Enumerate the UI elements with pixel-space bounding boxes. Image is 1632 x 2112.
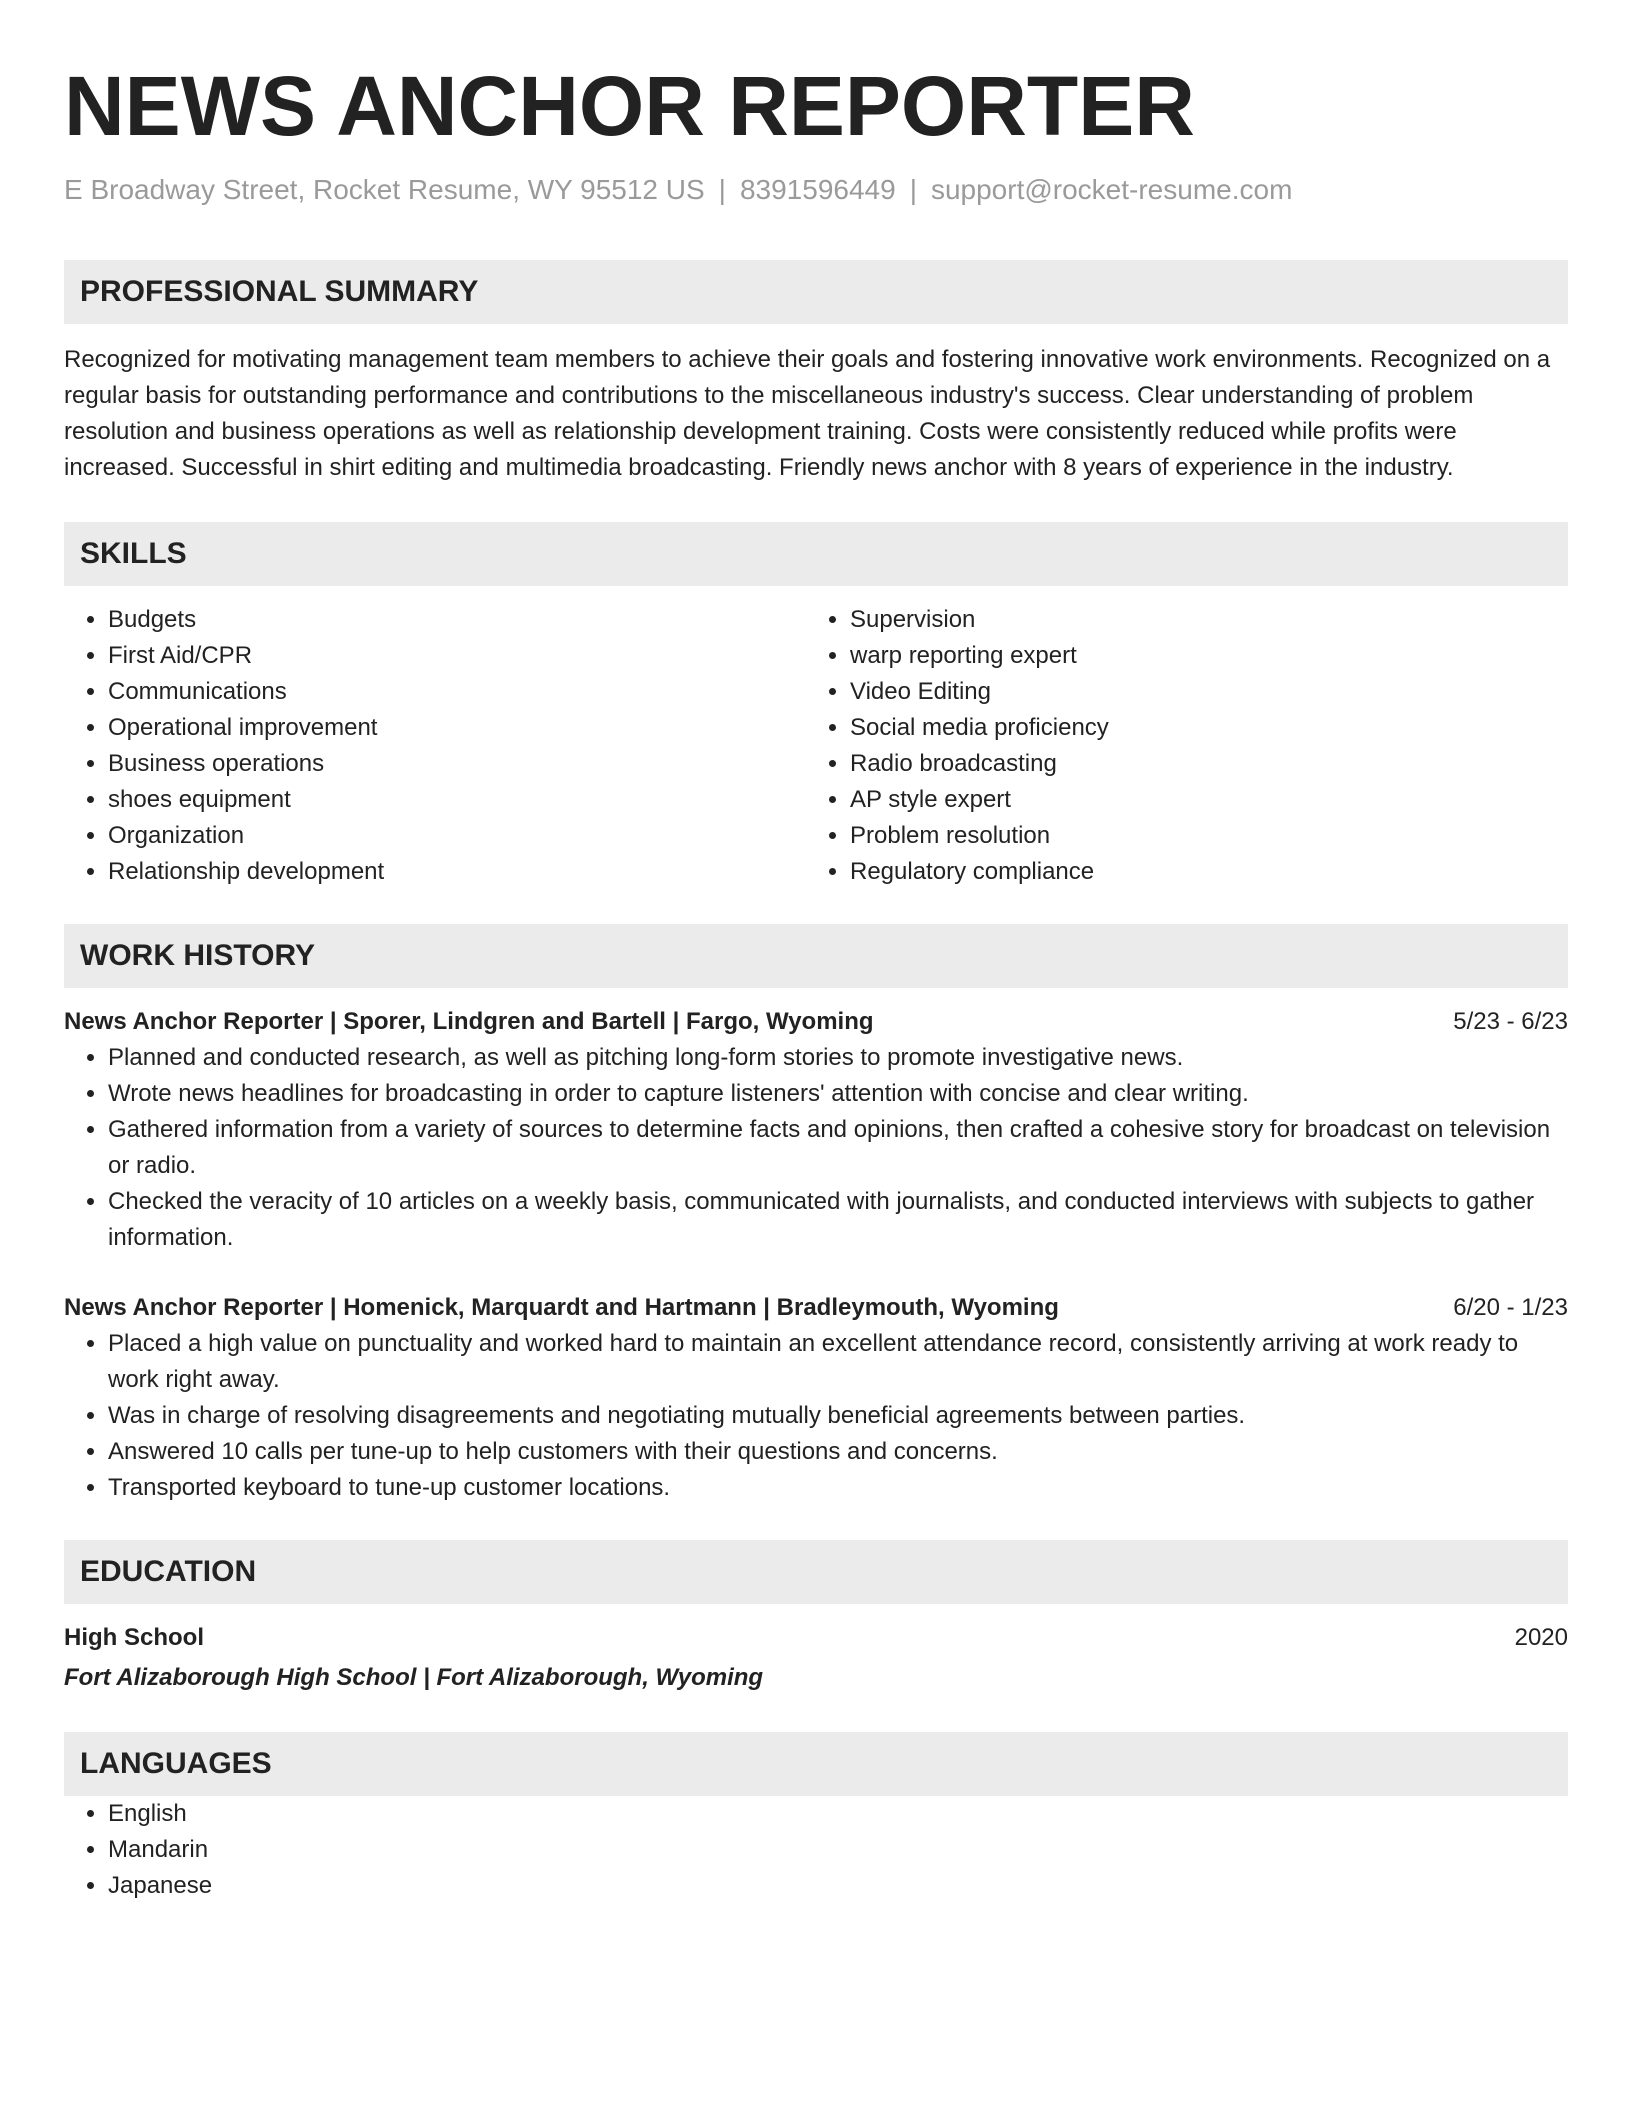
job-entry [64, 1004, 1568, 1256]
job-bullet: • Planned and conducted research, as well as pitching long-form stories to promote investigative news. [108, 1040, 1568, 1076]
language-item: • Mandarin [108, 1832, 1568, 1868]
skill-item: • Radio broadcasting [850, 746, 1548, 782]
skills-column-left [64, 602, 806, 890]
education-header [64, 1620, 1568, 1656]
job-title: News Anchor Reporter | Sporer, Lindgren and Bartell | Fargo, Wyoming [64, 1008, 874, 1035]
section-header-skills: SKILLS [64, 522, 1568, 586]
education-degree: High School [64, 1624, 204, 1651]
job-header [64, 1004, 1568, 1040]
skills-grid [64, 602, 1568, 890]
job-bullets [64, 1040, 1568, 1256]
job-entry [64, 1290, 1568, 1506]
skill-item: • Supervision [850, 602, 1548, 638]
section-header-education: EDUCATION [64, 1540, 1568, 1604]
contact-email: support@rocket-resume.com [930, 174, 1293, 205]
education-school: Fort Alizaborough High School | Fort Alizaborough, Wyoming [64, 1664, 764, 1691]
summary-text: Recognized for motivating management team members to achieve their goals and fostering innovative work environments. Recognized on a regular basis for outstanding performance and contributions to the miscellaneous industry's success. Clear understanding of problem resolution and business operations as well as relationship development training. Costs were consistently reduced while profits were increased. Successful in shirt editing and multimedia broadcasting. Friendly news anchor with 8 years of experience in the industry. [64, 346, 1551, 481]
skill-item: • Budgets [108, 602, 806, 638]
skill-item: • First Aid/CPR [108, 638, 806, 674]
language-item: • English [108, 1796, 1568, 1832]
job-header [64, 1290, 1568, 1326]
skill-item: • shoes equipment [108, 782, 806, 818]
section-header-summary: PROFESSIONAL SUMMARY [64, 260, 1568, 324]
job-bullets [64, 1326, 1568, 1506]
skill-item: • Problem resolution [850, 818, 1548, 854]
skill-item: • Regulatory compliance [850, 854, 1548, 890]
skill-item: • Operational improvement [108, 710, 806, 746]
language-item: • Japanese [108, 1868, 1568, 1904]
section-header-languages: LANGUAGES [64, 1732, 1568, 1796]
contact-address: E Broadway Street, Rocket Resume, WY 95512 US [64, 174, 705, 205]
skill-item: • Relationship development [108, 854, 806, 890]
job-bullet: • Answered 10 calls per tune-up to help customers with their questions and concerns. [108, 1434, 1568, 1470]
skill-item: • Organization [108, 818, 806, 854]
education-year: 2020 [1514, 1624, 1568, 1651]
job-bullet: • Placed a high value on punctuality and worked hard to maintain an excellent attendance record, consistently arriving at work ready to work right away. [108, 1326, 1568, 1398]
job-dates: 6/20 - 1/23 [1453, 1294, 1568, 1321]
contact-separator: | [909, 174, 917, 205]
job-title: News Anchor Reporter | Homenick, Marquardt and Hartmann | Bradleymouth, Wyoming [64, 1294, 1059, 1321]
job-dates: 5/23 - 6/23 [1453, 1008, 1568, 1035]
contact-separator: | [718, 174, 726, 205]
job-bullet: • Gathered information from a variety of sources to determine facts and opinions, then crafted a cohesive story for broadcast on television or radio. [108, 1112, 1568, 1184]
job-bullet: • Wrote news headlines for broadcasting in order to capture listeners' attention with concise and clear writing. [108, 1076, 1568, 1112]
job-bullet: • Was in charge of resolving disagreements and negotiating mutually beneficial agreements between parties. [108, 1398, 1568, 1434]
skill-item: • Business operations [108, 746, 806, 782]
skills-column-right [806, 602, 1548, 890]
skill-item: • Communications [108, 674, 806, 710]
candidate-name: NEWS ANCHOR REPORTER [64, 59, 1195, 153]
skill-item: • AP style expert [850, 782, 1548, 818]
contact-phone: 8391596449 [739, 174, 896, 205]
skill-item: • Video Editing [850, 674, 1548, 710]
languages-list [64, 1796, 1568, 1904]
skill-item: • Social media proficiency [850, 710, 1548, 746]
job-bullet: • Transported keyboard to tune-up customer locations. [108, 1470, 1568, 1506]
contact-line [64, 172, 1568, 208]
section-header-work-history: WORK HISTORY [64, 924, 1568, 988]
skill-item: • warp reporting expert [850, 638, 1548, 674]
job-bullet: • Checked the veracity of 10 articles on a weekly basis, communicated with journalists, and conducted interviews with subjects to gather information. [108, 1184, 1568, 1256]
